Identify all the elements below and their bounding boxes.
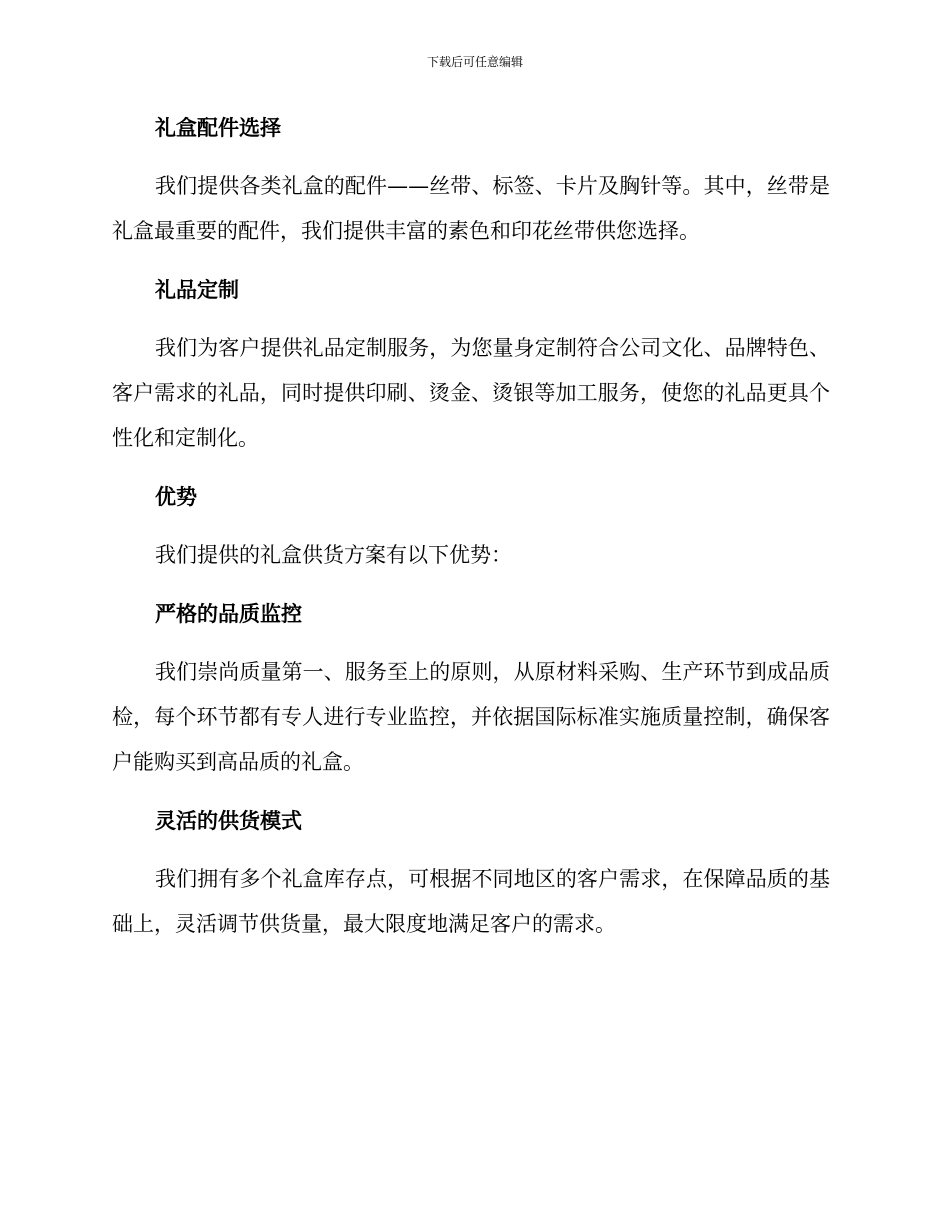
section-heading-gift-customization: 礼品定制 — [155, 278, 239, 302]
section-paragraph-gift-box-accessories: 我们提供各类礼盒的配件——丝带、标签、卡片及胸针等。其中，丝带是礼盒最重要的配件，我们提供丰富的素色和印花丝带供您选择。 — [112, 174, 830, 243]
section-heading-gift-box-accessories: 礼盒配件选择 — [155, 116, 281, 140]
section-paragraph-quality-control: 我们崇尚质量第一、服务至上的原则，从原材料采购、生产环节到成品质检，每个环节都有专人进行专业监控，并依据国际标准实施质量控制，确保客户能购买到高品质的礼盒。 — [112, 660, 830, 774]
section-paragraph-gift-customization: 我们为客户提供礼品定制服务，为您量身定制符合公司文化、品牌特色、客户需求的礼品，同时提供印刷、烫金、烫银等加工服务，使您的礼品更具个性化和定制化。 — [112, 336, 830, 450]
section-paragraph-advantages: 我们提供的礼盒供货方案有以下优势： — [155, 543, 512, 567]
document-body — [112, 106, 830, 961]
page-header: 下载后可任意编辑 — [426, 55, 523, 69]
section-heading-flexible-supply: 灵活的供货模式 — [155, 809, 302, 833]
section-heading-quality-control: 严格的品质监控 — [155, 602, 302, 626]
section-heading-advantages: 优势 — [155, 485, 197, 509]
section-paragraph-flexible-supply: 我们拥有多个礼盒库存点，可根据不同地区的客户需求，在保障品质的基础上，灵活调节供货量，最大限度地满足客户的需求。 — [112, 867, 830, 936]
